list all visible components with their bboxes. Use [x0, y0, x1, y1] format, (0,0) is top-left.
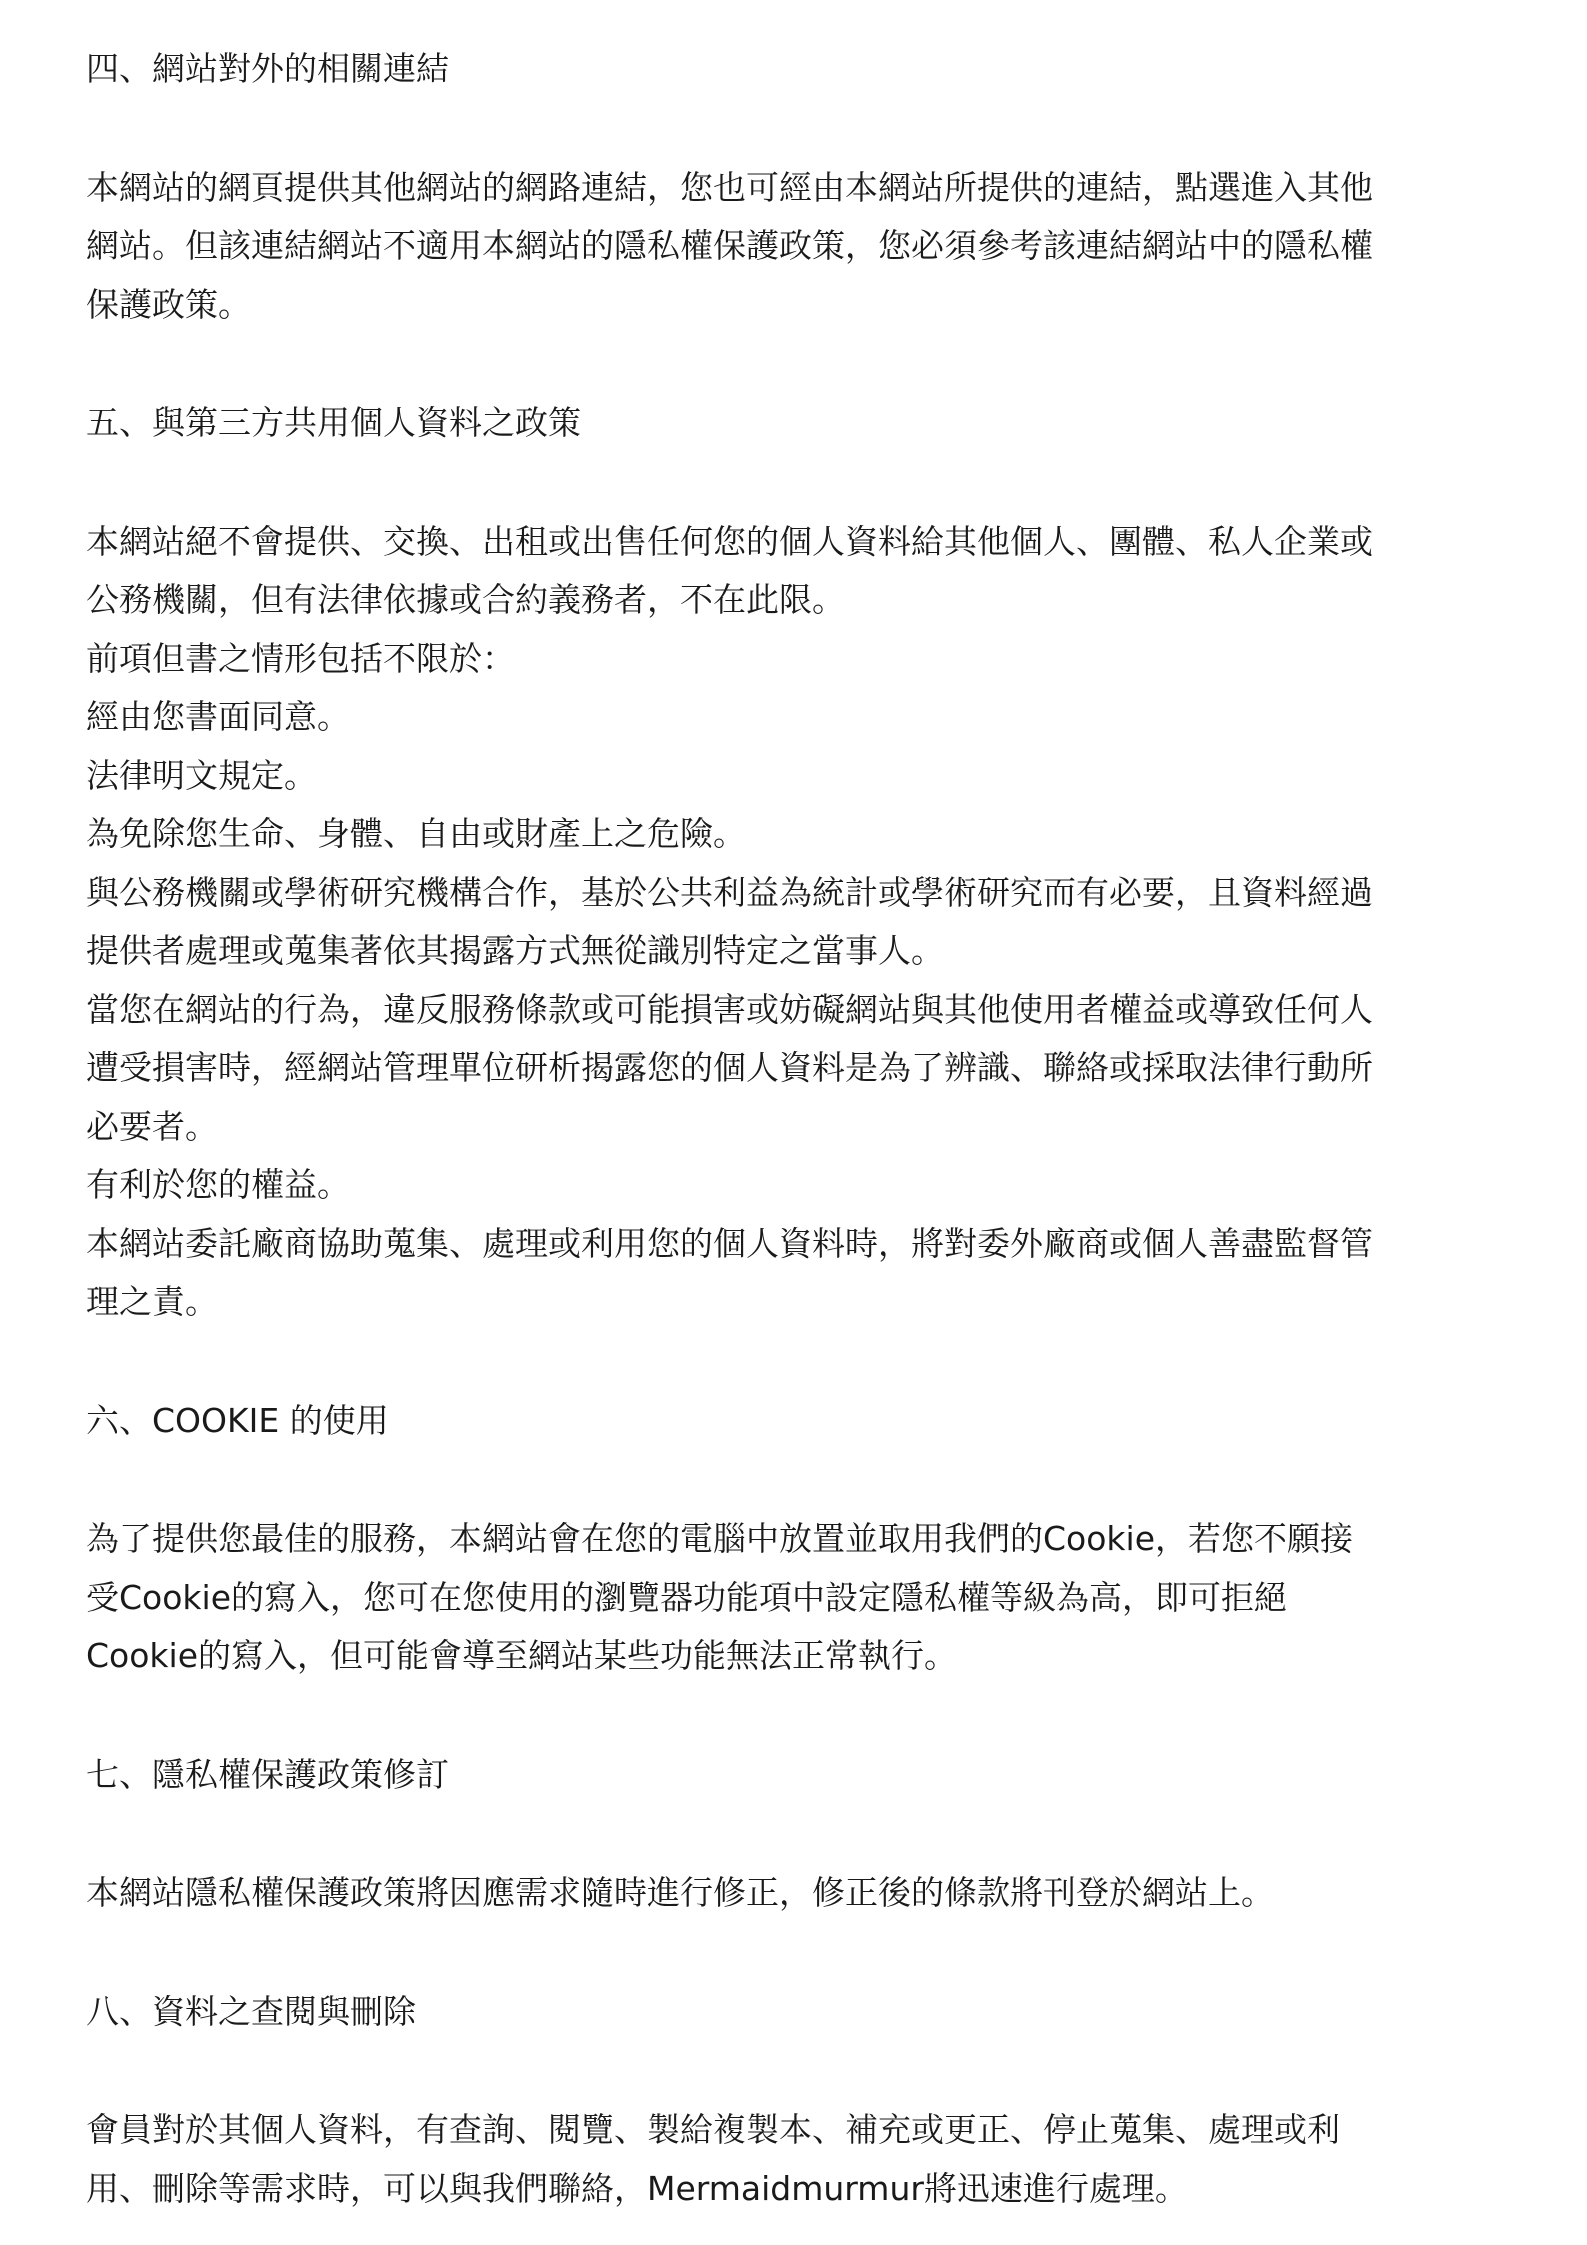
text-line: 會員對於其個人資料，有查詢、閱覽、製給複製本、補充或更正、停止蒐集、處理或利 [86, 2110, 1340, 2149]
section-body [86, 2101, 1501, 2218]
text-line: 公務機關，但有法律依據或合約義務者，不在此限。 [86, 580, 845, 619]
text-line: 提供者處理或蒐集著依其揭露方式無從識別特定之當事人。 [86, 931, 944, 970]
text-line: 本網站委託廠商協助蒐集、處理或利用您的個人資料時，將對委外廠商或個人善盡監督管 [86, 1223, 1373, 1263]
text-line: Cookie的寫入，但可能會導至網站某些功能無法正常執行。 [86, 1636, 958, 1675]
text-line: 當您在網站的行為，違反服務條款或可能損害或妨礙網站與其他使用者權益或導致任何人 [86, 989, 1373, 1029]
section-external-links [86, 40, 1501, 334]
text-line: 前項但書之情形包括不限於： [86, 638, 515, 678]
section-heading: 八、資料之查閱與刪除 [86, 1991, 416, 2031]
text-line: 為免除您生命、身體、自由或財產上之危險。 [86, 814, 746, 853]
section-heading: 四、網站對外的相關連結 [86, 49, 449, 88]
section-heading: 七、隱私權保護政策修訂 [86, 1754, 449, 1794]
section-policy-revision [86, 1746, 1501, 1923]
text-line: 為了提供您最佳的服務，本網站會在您的電腦中放置並取用我們的Cookie，若您不願接 [86, 1519, 1354, 1558]
text-line: 遭受損害時，經網站管理單位研析揭露您的個人資料是為了辨識、聯絡或採取法律行動所 [86, 1048, 1373, 1087]
section-heading: 六、COOKIE 的使用 [86, 1400, 389, 1440]
text-line: 經由您書面同意。 [86, 697, 350, 736]
section-body [86, 159, 1501, 335]
text-line: 法律明文規定。 [86, 755, 317, 795]
text-line: 保護政策。 [86, 284, 251, 324]
text-line: 網站。但該連結網站不適用本網站的隱私權保護政策，您必須參考該連結網站中的隱私權 [86, 226, 1373, 265]
text-line: 理之責。 [86, 1282, 218, 1321]
text-line: 與公務機關或學術研究機構合作，基於公共利益為統計或學術研究而有必要，且資料經過 [86, 872, 1373, 912]
text-line: 用、刪除等需求時，可以與我們聯絡，Mermaidmurmur將迅速進行處理。 [86, 2168, 1188, 2208]
text-line: 有利於您的權益。 [86, 1165, 350, 1204]
text-line: 必要者。 [86, 1106, 218, 1146]
section-body [86, 513, 1501, 1332]
section-cookie-usage [86, 1392, 1501, 1686]
section-heading: 五、與第三方共用個人資料之政策 [86, 403, 581, 442]
text-line: 本網站絕不會提供、交換、出租或出售任何您的個人資料給其他個人、團體、私人企業或 [86, 521, 1373, 561]
text-line: 本網站的網頁提供其他網站的網路連結，您也可經由本網站所提供的連結，點選進入其他 [86, 167, 1373, 207]
section-data-access-deletion [86, 1983, 1501, 2219]
text-line: 本網站隱私權保護政策將因應需求隨時進行修正，修正後的條款將刊登於網站上。 [86, 1873, 1274, 1912]
section-body [86, 1510, 1501, 1686]
section-third-party-sharing [86, 394, 1501, 1332]
text-line: 受Cookie的寫入，您可在您使用的瀏覽器功能項中設定隱私權等級為高，即可拒絕 [86, 1577, 1288, 1617]
section-body [86, 1864, 1501, 1923]
